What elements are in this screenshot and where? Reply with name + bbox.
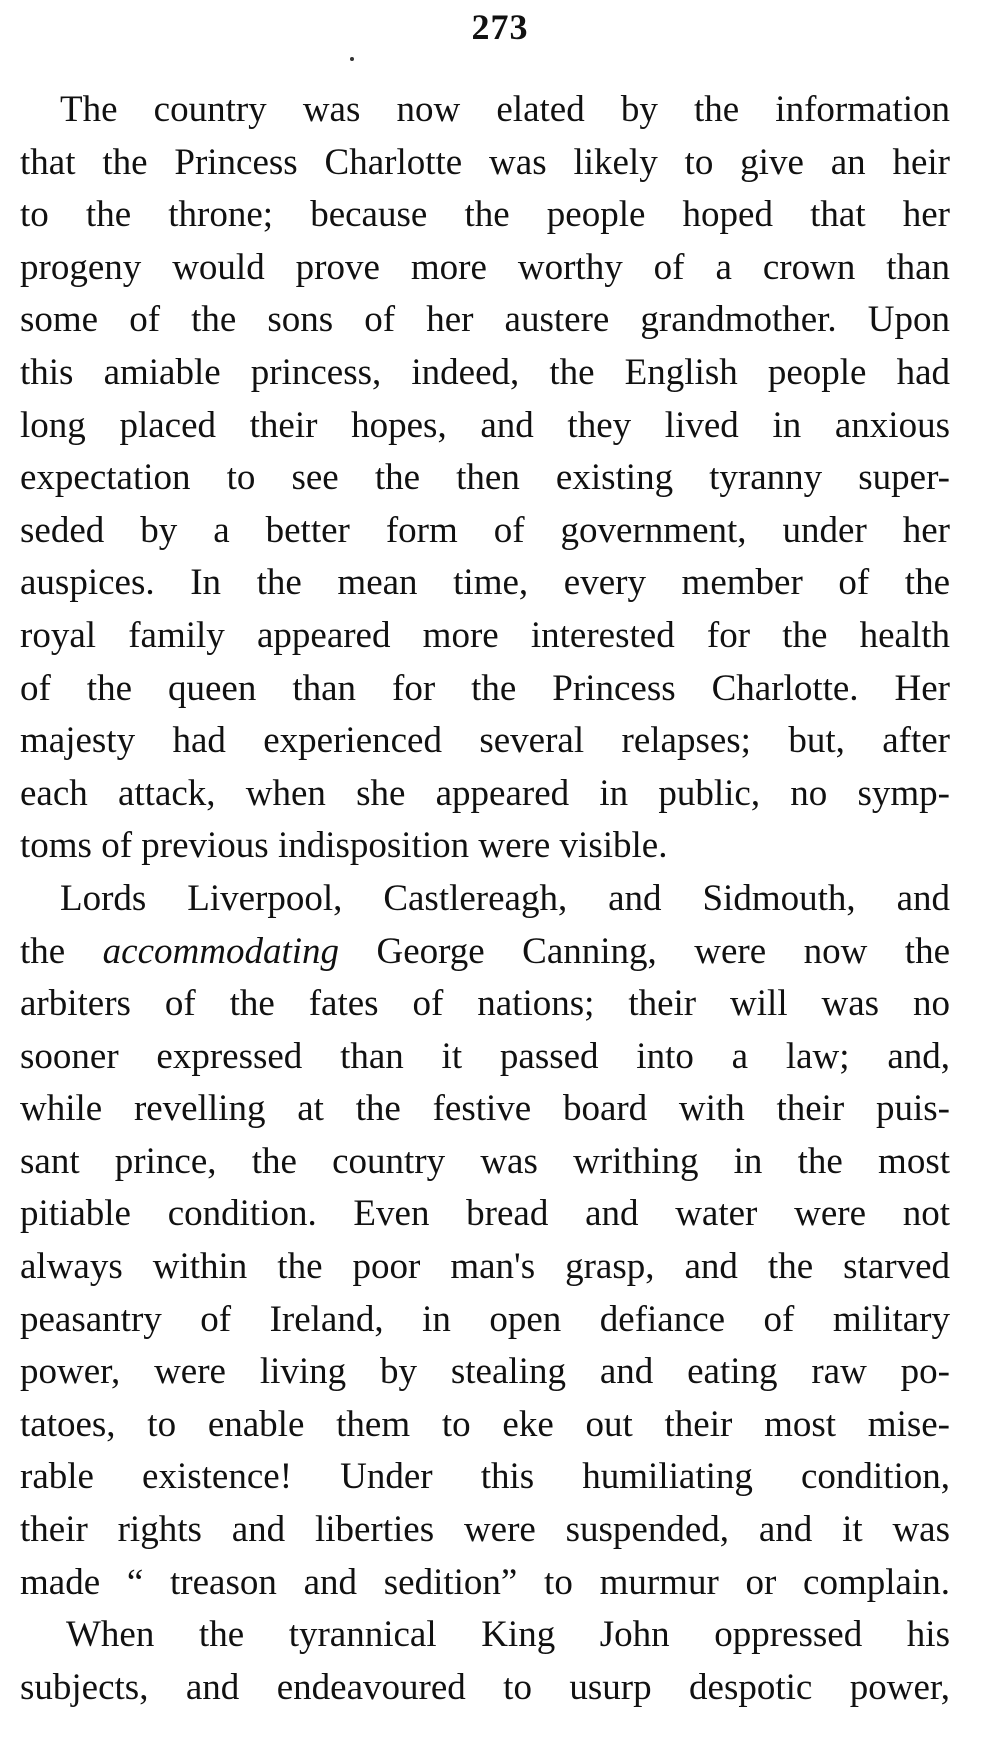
text-line: that the Princess Charlotte was likely to give an heir [20, 141, 950, 183]
text-line: progeny would prove more worthy of a crown than [20, 246, 950, 288]
text-line: sant prince, the country was writhing in the most [20, 1140, 950, 1182]
text-line: of the queen than for the Princess Charlotte. Her [20, 667, 950, 709]
text-line: rable existence! Under this humiliating condition, [20, 1456, 950, 1498]
line-text-before: the [20, 930, 103, 972]
text-line: sooner expressed than it passed into a law; and, [20, 1035, 950, 1077]
paragraph-3 [20, 1609, 950, 1714]
text-line: some of the sons of her austere grandmother. Upon [20, 299, 950, 341]
text-line: their rights and liberties were suspended, and it was [20, 1509, 950, 1551]
text-line: royal family appeared more interested for the health [20, 614, 950, 656]
paragraph-1 [20, 84, 950, 873]
emphasized-word: accommodating [102, 930, 340, 972]
body-text [20, 84, 950, 1714]
text-line: subjects, and endeavoured to usurp despotic power, [20, 1666, 950, 1708]
paragraph-2 [20, 873, 950, 1609]
text-line: this amiable princess, indeed, the English people had [20, 351, 950, 393]
text-line: The country was now elated by the information [60, 89, 950, 130]
text-line: tatoes, to enable them to eke out their most mise- [20, 1403, 950, 1445]
text-line: to the throne; because the people hoped that her [20, 194, 950, 236]
text-line: always within the poor man's grasp, and the starved [20, 1246, 950, 1288]
text-line: long placed their hopes, and they lived in anxious [20, 404, 950, 446]
text-line: while revelling at the festive board with their puis- [20, 1088, 950, 1130]
text-line: Lords Liverpool, Castlereagh, and Sidmouth, and [60, 877, 950, 919]
text-line: pitiable condition. Even bread and water were not [20, 1193, 950, 1235]
text-line: toms of previous indisposition were visible. [20, 825, 668, 867]
text-line: majesty had experienced several relapses; but, after [20, 720, 950, 762]
text-line: arbiters of the fates of nations; their will was no [20, 983, 950, 1025]
text-line: expectation to see the then existing tyranny super- [20, 457, 950, 499]
print-speck [350, 57, 354, 61]
text-line: power, were living by stealing and eating raw po- [20, 1351, 950, 1393]
text-line: seded by a better form of government, under her [20, 509, 950, 551]
text-line: made “ treason and sedition” to murmur or complain. [20, 1561, 950, 1603]
line-text-after: George Canning, were now the [339, 930, 950, 972]
text-line: peasantry of Ireland, in open defiance of military [20, 1298, 950, 1340]
text-line-with-emphasis [20, 926, 950, 979]
text-line: auspices. In the mean time, every member of the [20, 562, 950, 604]
text-line: each attack, when she appeared in public, no symp- [20, 772, 950, 814]
text-line: When the tyrannical King John oppressed his [66, 1614, 950, 1656]
page-number: 273 [471, 7, 529, 47]
